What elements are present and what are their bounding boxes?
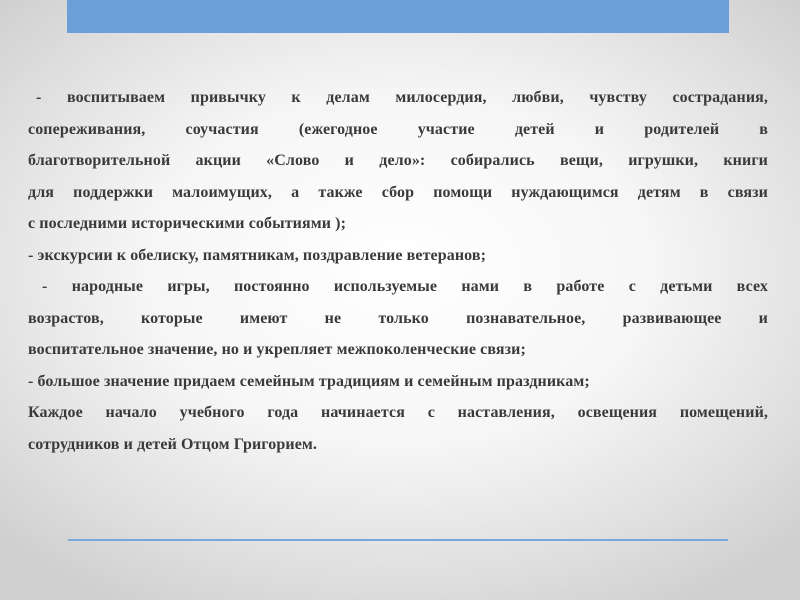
top-accent-band xyxy=(67,0,729,33)
bottom-divider xyxy=(68,539,728,541)
text-line: Каждое начало учебного года начинается с наставления, освещения помещений, xyxy=(28,404,768,421)
text-line: для поддержки малоимущих, а также сбор помощи нуждающимся детям в связи xyxy=(28,183,768,201)
text-line: - народные игры, постоянно используемые нами в работе с детьми всех xyxy=(42,278,768,295)
paragraph-excursions xyxy=(28,240,768,272)
text-line: - экскурсии к обелиску, памятникам, поздравление ветеранов; xyxy=(28,246,487,264)
text-line: благотворительной акции «Слово и дело»: собирались вещи, игрушки, книги xyxy=(28,152,768,169)
paragraph-folk-games xyxy=(28,271,768,366)
text-line: - воспитываем привычку к делам милосердия, любви, чувству сострадания, xyxy=(36,89,768,106)
slide-body xyxy=(28,82,768,460)
paragraph-family-traditions xyxy=(28,366,768,398)
text-line: сопереживания, соучастия (ежегодное участие детей и родителей в xyxy=(28,120,768,138)
text-line: возрастов, которые имеют не только познавательное, развивающее и xyxy=(28,309,768,327)
text-line: с последними историческими событиями ); xyxy=(28,215,347,232)
paragraph-charity xyxy=(28,82,768,240)
text-line: - большое значение придаем семейным традициям и семейным праздникам; xyxy=(28,372,590,390)
text-line: сотрудников и детей Отцом Григорием. xyxy=(28,435,317,453)
text-line: воспитательное значение, но и укрепляет межпоколенческие связи; xyxy=(28,341,526,358)
paragraph-school-year xyxy=(28,397,768,460)
